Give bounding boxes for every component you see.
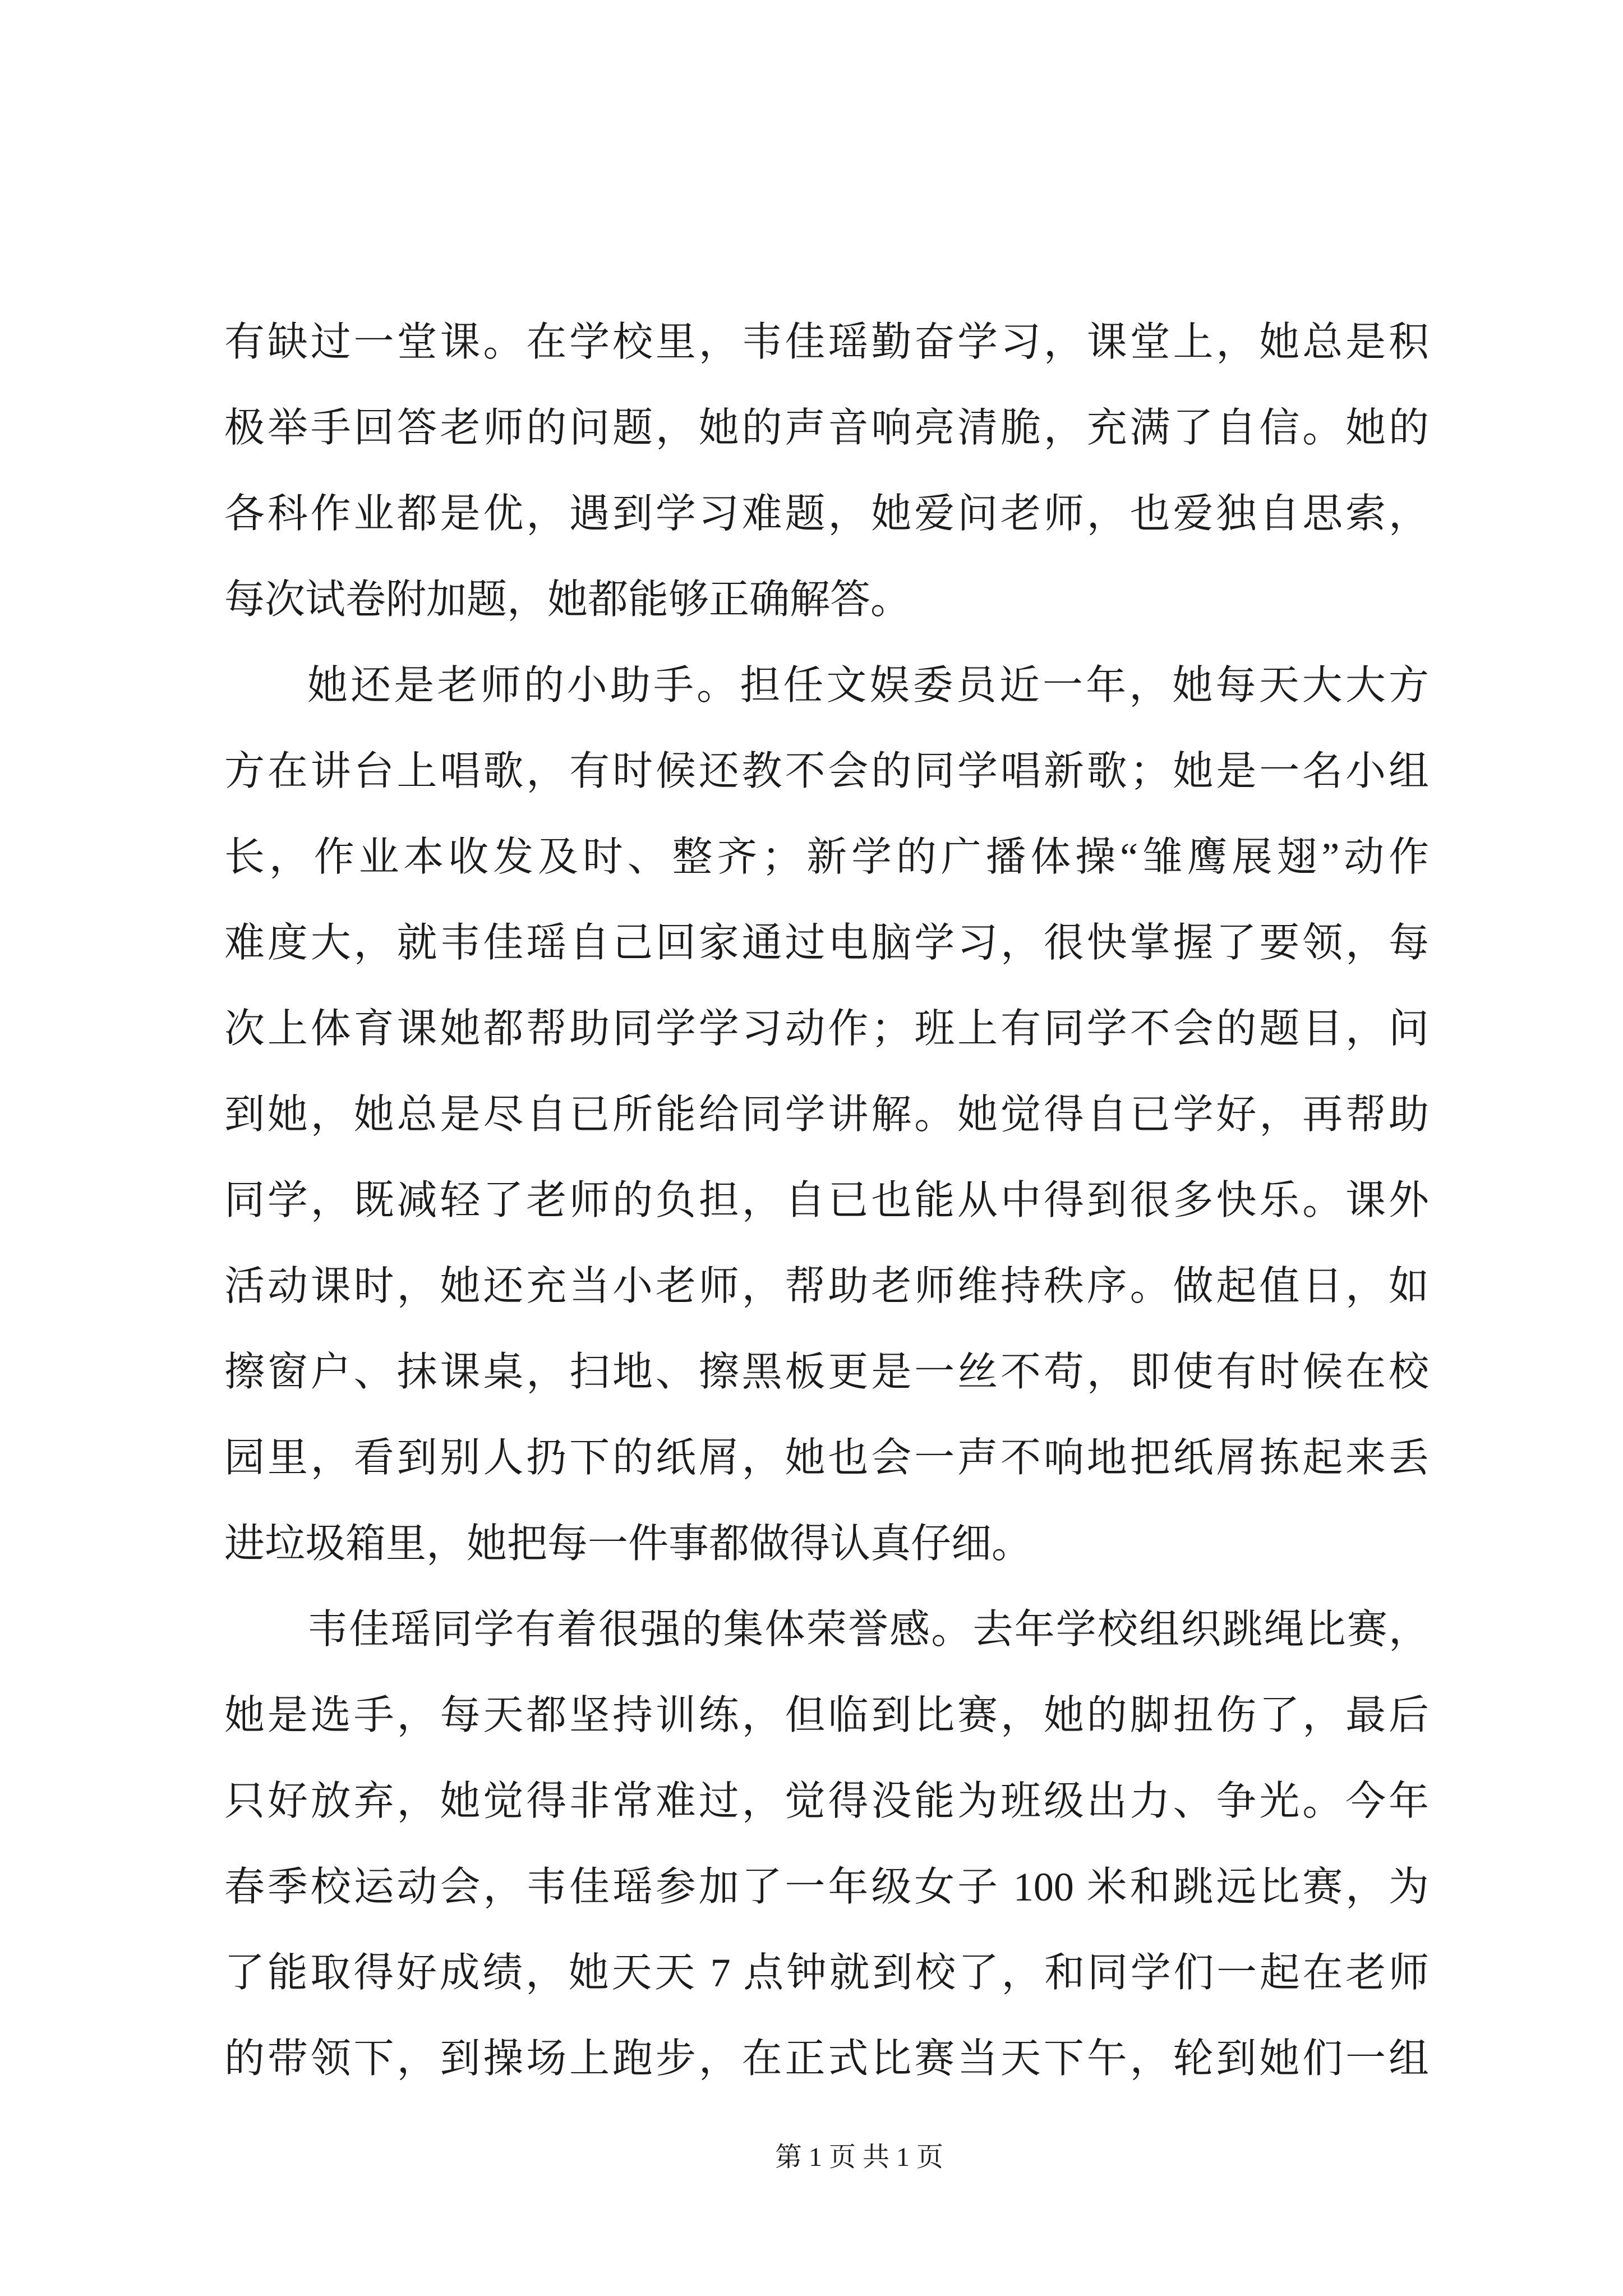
text-line: 擦窗户、抹课桌，扫地、擦黑板更是一丝不苟，即使有时候在校 — [224, 1350, 1429, 1395]
text-line: 到她，她总是尽自已所能给同学讲解。她觉得自已学好，再帮助 — [224, 1092, 1429, 1137]
text-line: 有缺过一堂课。在学校里，韦佳瑶勤奋学习，课堂上，她总是积 — [224, 320, 1429, 365]
text-line: 的带领下，到操场上跑步，在正式比赛当天下午，轮到她们一组 — [224, 2036, 1429, 2081]
document-body — [224, 300, 1429, 2102]
text-line: 了能取得好成绩，她天天 7 点钟就到校了，和同学们一起在老师 — [224, 1950, 1429, 1995]
text-line: 同学，既减轻了老师的负担，自已也能从中得到很多快乐。课外 — [224, 1178, 1429, 1223]
paragraph — [224, 300, 1429, 643]
text-line: 春季校运动会，韦佳瑶参加了一年级女子 100 米和跳远比赛，为 — [224, 1865, 1429, 1910]
paragraph — [224, 1587, 1429, 2102]
text-line: 各科作业都是优，遇到学习难题，她爱问老师，也爱独自思索， — [224, 491, 1429, 536]
page-footer — [719, 2141, 999, 2174]
text-line: 方在讲台上唱歌，有时候还教不会的同学唱新歌；她是一名小组 — [224, 749, 1429, 794]
text-line: 难度大，就韦佳瑶自己回家通过电脑学习，很快掌握了要领，每 — [224, 921, 1429, 965]
text-line: 进垃圾箱里，她把每一件事都做得认真仔细。 — [224, 1521, 1032, 1566]
text-line: 活动课时，她还充当小老师，帮助老师维持秩序。做起值日，如 — [224, 1264, 1429, 1309]
text-line: 每次试卷附加题，她都能够正确解答。 — [224, 577, 911, 622]
text-line: 极举手回答老师的问题，她的声音响亮清脆，充满了自信。她的 — [224, 406, 1429, 450]
text-line: 韦佳瑶同学有着很强的集体荣誉感。去年学校组织跳绳比赛， — [307, 1607, 1429, 1652]
text-line: 园里，看到别人扔下的纸屑，她也会一声不响地把纸屑拣起来丢 — [224, 1435, 1429, 1480]
text-line: 长，作业本收发及时、整齐；新学的广播体操“雏鹰展翅”动作 — [224, 835, 1429, 880]
text-line: 只好放弃，她觉得非常难过，觉得没能为班级出力、争光。今年 — [224, 1779, 1429, 1824]
text-line: 她还是老师的小助手。担任文娱委员近一年，她每天大大方 — [307, 663, 1429, 708]
text-line: 她是选手，每天都坚持训练，但临到比赛，她的脚扭伤了，最后 — [224, 1693, 1429, 1738]
paragraph — [224, 643, 1429, 1587]
page-number-label: 第 1 页 共 1 页 — [774, 2142, 943, 2172]
text-line: 次上体育课她都帮助同学学习动作；班上有同学不会的题目，问 — [224, 1006, 1429, 1051]
